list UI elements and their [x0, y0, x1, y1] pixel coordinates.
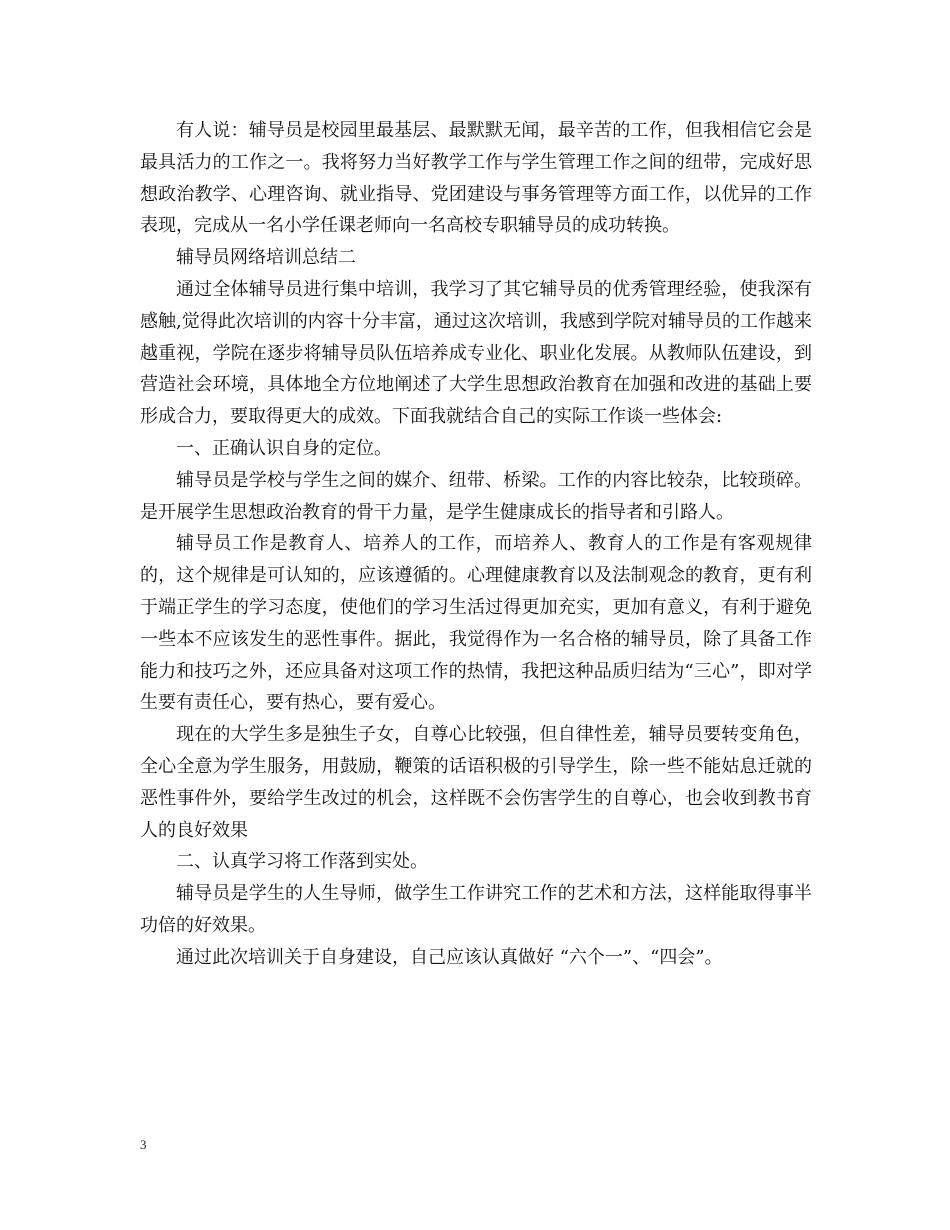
paragraph-life-mentor: 辅导员是学生的人生导师，做学生工作讲究工作的艺术和方法，这样能取得事半功倍的好效果。: [140, 883, 812, 936]
document-body: [140, 115, 812, 974]
paragraph-training-overview: 通过全体辅导员进行集中培训，我学习了其它辅导员的优秀管理经验，使我深有感触,觉得此次培训的内容十分丰富，通过这次培训，我感到学院对辅导员的工作越来越重视，学院在逐步将辅导员队伍培养成专业化、职业化发展。从教师队伍建设，到营造社会环境，具体地全方位地阐述了大学生思想政治教育在加强和改进的基础上要形成合力，要取得更大的成效。下面我就结合自己的实际工作谈一些体会:: [140, 278, 812, 428]
paragraph-students-today: 现在的大学生多是独生子女，自尊心比较强，但自律性差，辅导员要转变角色，全心全意为学生服务，用鼓励，鞭策的话语积极的引导学生，除一些不能姑息迁就的恶性事件外，要给学生改过的机会，这样既不会伤害学生的自尊心，也会收到教书育人的良好效果: [140, 724, 812, 841]
page-number: 3: [140, 1137, 147, 1152]
heading-point-two: 二、认真学习将工作落到实处。: [176, 851, 428, 873]
heading-point-one: 一、正确认识自身的定位。: [176, 437, 392, 459]
paragraph-three-hearts: 辅导员工作是教育人、培养人的工作，而培养人、教育人的工作是有客观规律的，这个规律是可认知的，应该遵循的。心理健康教育以及法制观念的教育，更有利于端正学生的学习态度，使他们的学习生活过得更加充实，更加有意义，有利于避免一些本不应该发生的恶性事件。据此，我觉得作为一名合格的辅导员，除了具备工作能力和技巧之外，还应具备对这项工作的热情，我把这种品质归结为“三心”，即对学生要有责任心，要有热心，要有爱心。: [140, 533, 812, 714]
paragraph-self-building: 通过此次培训关于自身建设，自己应该认真做好 “六个一”、“四会”。: [176, 946, 723, 968]
section-title-summary-two: 辅导员网络培训总结二: [176, 247, 356, 269]
paragraph-intro-quote: 有人说：辅导员是校园里最基层、最默默无闻，最辛苦的工作，但我相信它会是最具活力的工作之一。我将努力当好教学工作与学生管理工作之间的纽带，完成好思想政治教学、心理咨询、就业指导、党团建设与事务管理等方面工作，以优异的工作表现，完成从一名小学任课老师向一名高校专职辅导员的成功转换。: [140, 120, 812, 237]
paragraph-counselor-role: 辅导员是学校与学生之间的媒介、纽带、桥梁。工作的内容比较杂，比较琐碎。是开展学生思想政治教育的骨干力量，是学生健康成长的指导者和引路人。: [140, 469, 812, 523]
